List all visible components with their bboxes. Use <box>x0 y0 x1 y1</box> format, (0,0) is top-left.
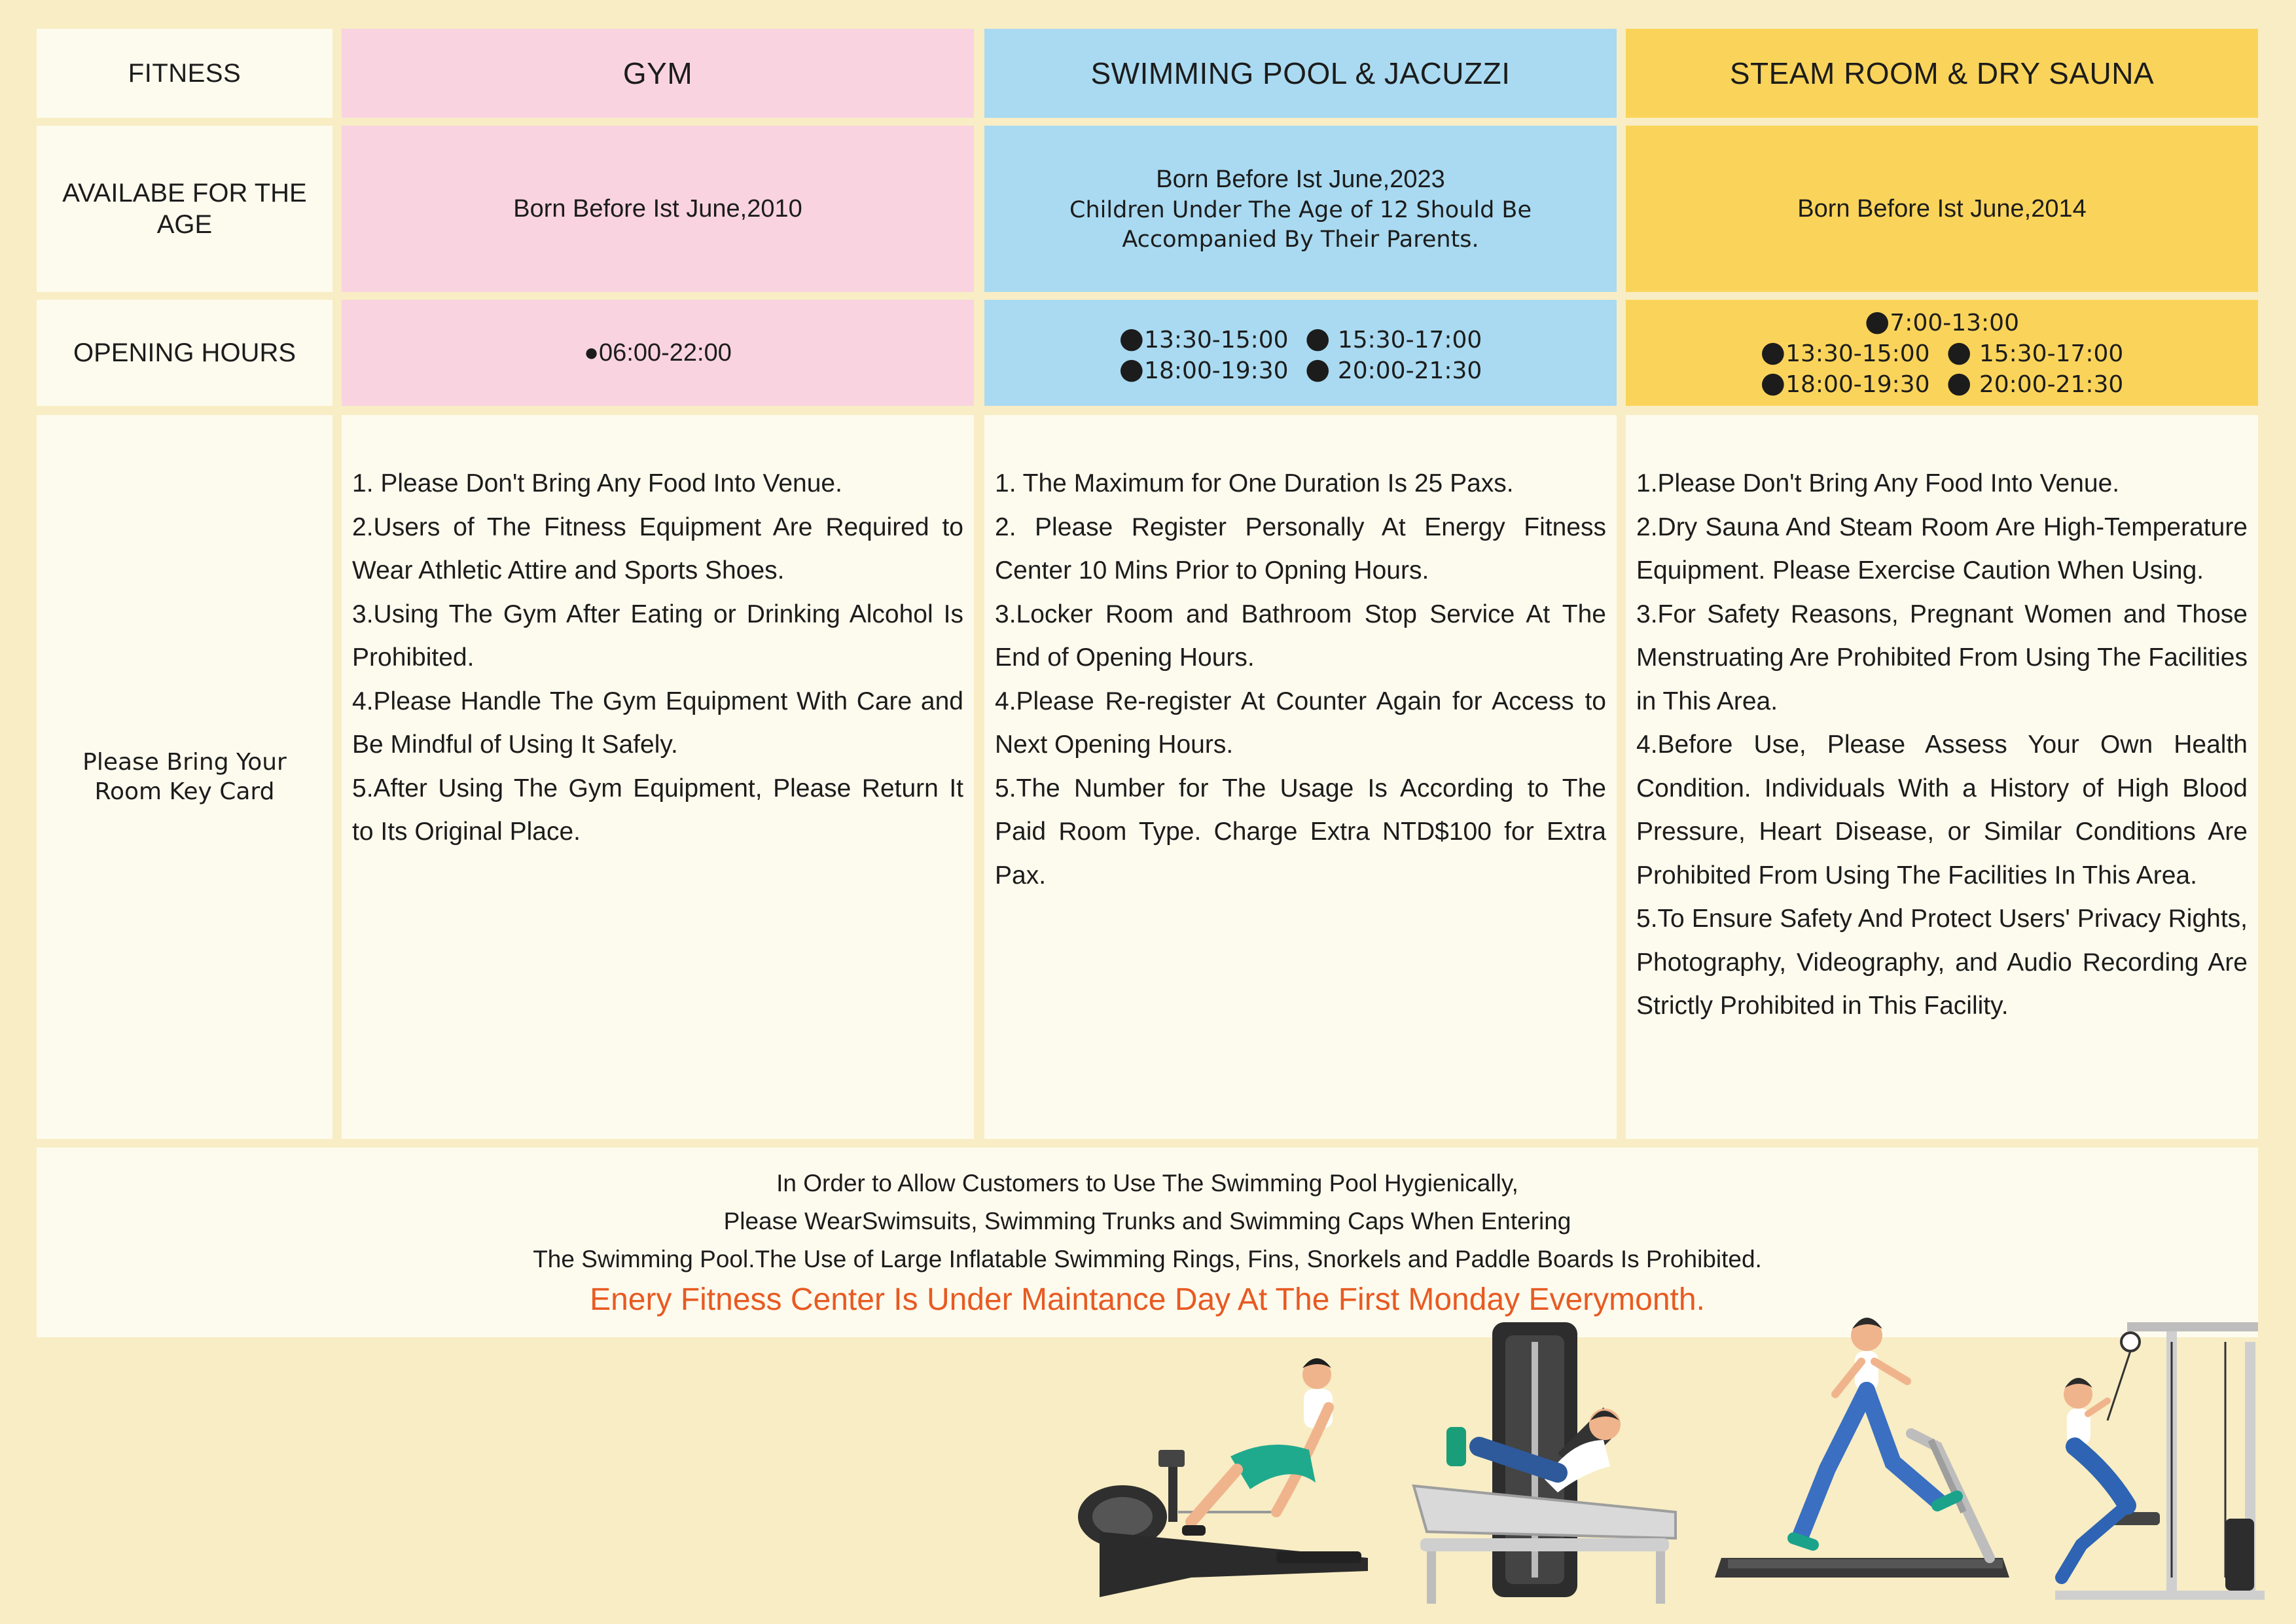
bullet-icon: ● <box>1119 321 1145 355</box>
bullet-icon: ● <box>1296 352 1331 386</box>
hours-gym-text: ●06:00-22:00 <box>584 339 732 367</box>
notice-line-1: In Order to Allow Customers to Use The Swimming Pool Hygienically, <box>776 1170 1518 1197</box>
rowing-machine-icon <box>1078 1358 1368 1597</box>
age-sauna-text: Born Before Ist June,2014 <box>1797 195 2087 223</box>
hours-sauna-slot: 15:30-17:00 <box>1979 340 2124 367</box>
maintenance-notice: Enery Fitness Center Is Under Maintance Day At The First Monday Everymonth. <box>590 1282 1705 1317</box>
hours-row-label <box>37 300 332 406</box>
bullet-icon: ● <box>1760 334 1786 369</box>
hours-pool-slot: 18:00-19:30 <box>1144 357 1289 384</box>
rules-sauna <box>1626 415 2258 1139</box>
header-row-label-text: FITNESS <box>128 58 242 88</box>
age-pool-note-2: Accompanied By Their Parents. <box>1122 226 1479 253</box>
hours-sauna-line-1 <box>1865 304 2019 338</box>
rules-pool <box>984 415 1617 1139</box>
hours-pool-slot: 13:30-15:00 <box>1144 327 1289 353</box>
notice-line-3: The Swimming Pool.The Use of Large Inflatable Swimming Rings, Fins, Snorkels and Paddle Boards Is Prohibited. <box>533 1246 1762 1272</box>
age-gym-text: Born Before Ist June,2010 <box>513 195 802 223</box>
hours-sauna-slot: 18:00-19:30 <box>1785 370 1930 398</box>
hours-pool-slot: 20:00-21:30 <box>1337 357 1482 384</box>
age-row-label-text: AVAILABE FOR THE AGE <box>62 179 307 239</box>
rules-row-label-line-2: Room Key Card <box>94 778 275 805</box>
exercise-illustrations <box>1060 1316 2291 1623</box>
rules-row-label-line-1: Please Bring Your <box>82 749 287 776</box>
rule-item: 5.The Number for The Usage Is According to The Paid Room Type. Charge Extra NTD$100 for Extra Pax. <box>995 774 1606 890</box>
hours-sauna-slot: 7:00-13:00 <box>1890 309 2019 336</box>
rule-item: 1. The Maximum for One Duration Is 25 Paxs. <box>995 469 1514 497</box>
hours-sauna-slot: 20:00-21:30 <box>1979 370 2124 398</box>
rules-gym <box>342 415 974 1139</box>
bullet-icon: ● <box>1119 352 1145 386</box>
rule-item: 5.After Using The Gym Equipment, Please Return It to Its Original Place. <box>352 774 963 846</box>
rule-item: 5.To Ensure Safety And Protect Users' Privacy Rights, Photography, Videography, and Audio Recording Are Strictly Prohibited in This Facility. <box>1636 905 2248 1020</box>
column-header-pool-text: SWIMMING POOL & JACUZZI <box>1090 56 1511 90</box>
hours-gym <box>342 300 974 406</box>
hours-sauna-line-2 <box>1760 334 2124 369</box>
hours-pool <box>984 300 1617 406</box>
bullet-icon: ● <box>1296 321 1331 355</box>
rule-item: 2.Dry Sauna And Steam Room Are High-Temperature Equipment. Please Exercise Caution When Using. <box>1636 513 2248 585</box>
age-pool <box>984 126 1617 292</box>
treadmill-icon <box>1715 1318 2009 1578</box>
rule-item: 1.Please Don't Bring Any Food Into Venue. <box>1636 469 2120 497</box>
bullet-icon: ● <box>1937 334 1972 369</box>
rule-item: 3.For Safety Reasons, Pregnant Women and Those Menstruating Are Prohibited From Using The Facilities in This Area. <box>1636 600 2248 715</box>
rule-item: 4.Please Re-register At Counter Again for Access to Next Opening Hours. <box>995 687 1606 759</box>
rule-item: 4.Before Use, Please Assess Your Own Health Condition. Individuals With a History of High Blood Pressure, Heart Disease, or Similar Conditions Are Prohibited From Using The Facilities In This Area. <box>1636 731 2248 890</box>
column-header-gym <box>342 29 974 118</box>
rules-row-label <box>37 415 332 1139</box>
bullet-icon: ● <box>1937 365 1972 399</box>
bullet-icon: ● <box>1865 304 1890 338</box>
age-pool-text: Born Before Ist June,2023 <box>1156 166 1445 193</box>
bullet-icon: ● <box>1760 365 1786 399</box>
rule-item: 2. Please Register Personally At Energy Fitness Center 10 Mins Prior to Opning Hours. <box>995 513 1606 585</box>
rule-item: 2.Users of The Fitness Equipment Are Required to Wear Athletic Attire and Sports Shoes. <box>352 513 963 585</box>
age-pool-note-1: Children Under The Age of 12 Should Be <box>1069 197 1532 223</box>
rule-item: 4.Please Handle The Gym Equipment With Care and Be Mindful of Using It Safely. <box>352 687 963 759</box>
column-header-gym-text: GYM <box>622 56 693 90</box>
hours-row-label-text: OPENING HOURS <box>73 338 296 367</box>
column-header-sauna-text: STEAM ROOM & DRY SAUNA <box>1729 56 2155 90</box>
hours-sauna-slot: 13:30-15:00 <box>1785 340 1930 367</box>
rule-item: 3.Locker Room and Bathroom Stop Service At The End of Opening Hours. <box>995 600 1606 672</box>
cable-machine-icon <box>2055 1322 2265 1600</box>
age-row-label <box>37 126 332 292</box>
hours-pool-line-1 <box>1119 321 1482 355</box>
hours-pool-line-2 <box>1119 352 1482 386</box>
pool-hygiene-notice <box>37 1147 2258 1337</box>
leg-press-icon <box>1414 1322 1676 1604</box>
column-header-sauna <box>1626 29 2258 118</box>
column-header-pool <box>984 29 1617 118</box>
notice-line-2: Please WearSwimsuits, Swimming Trunks and Swimming Caps When Entering <box>723 1208 1571 1235</box>
rule-item: 3.Using The Gym After Eating or Drinking Alcohol Is Prohibited. <box>352 600 963 672</box>
header-row-label <box>37 29 332 118</box>
hours-sauna-line-3 <box>1760 365 2124 399</box>
hours-sauna <box>1626 300 2258 406</box>
hours-pool-slot: 15:30-17:00 <box>1337 327 1482 353</box>
rule-item: 1. Please Don't Bring Any Food Into Venue. <box>352 469 842 497</box>
age-sauna <box>1626 126 2258 292</box>
age-gym <box>342 126 974 292</box>
